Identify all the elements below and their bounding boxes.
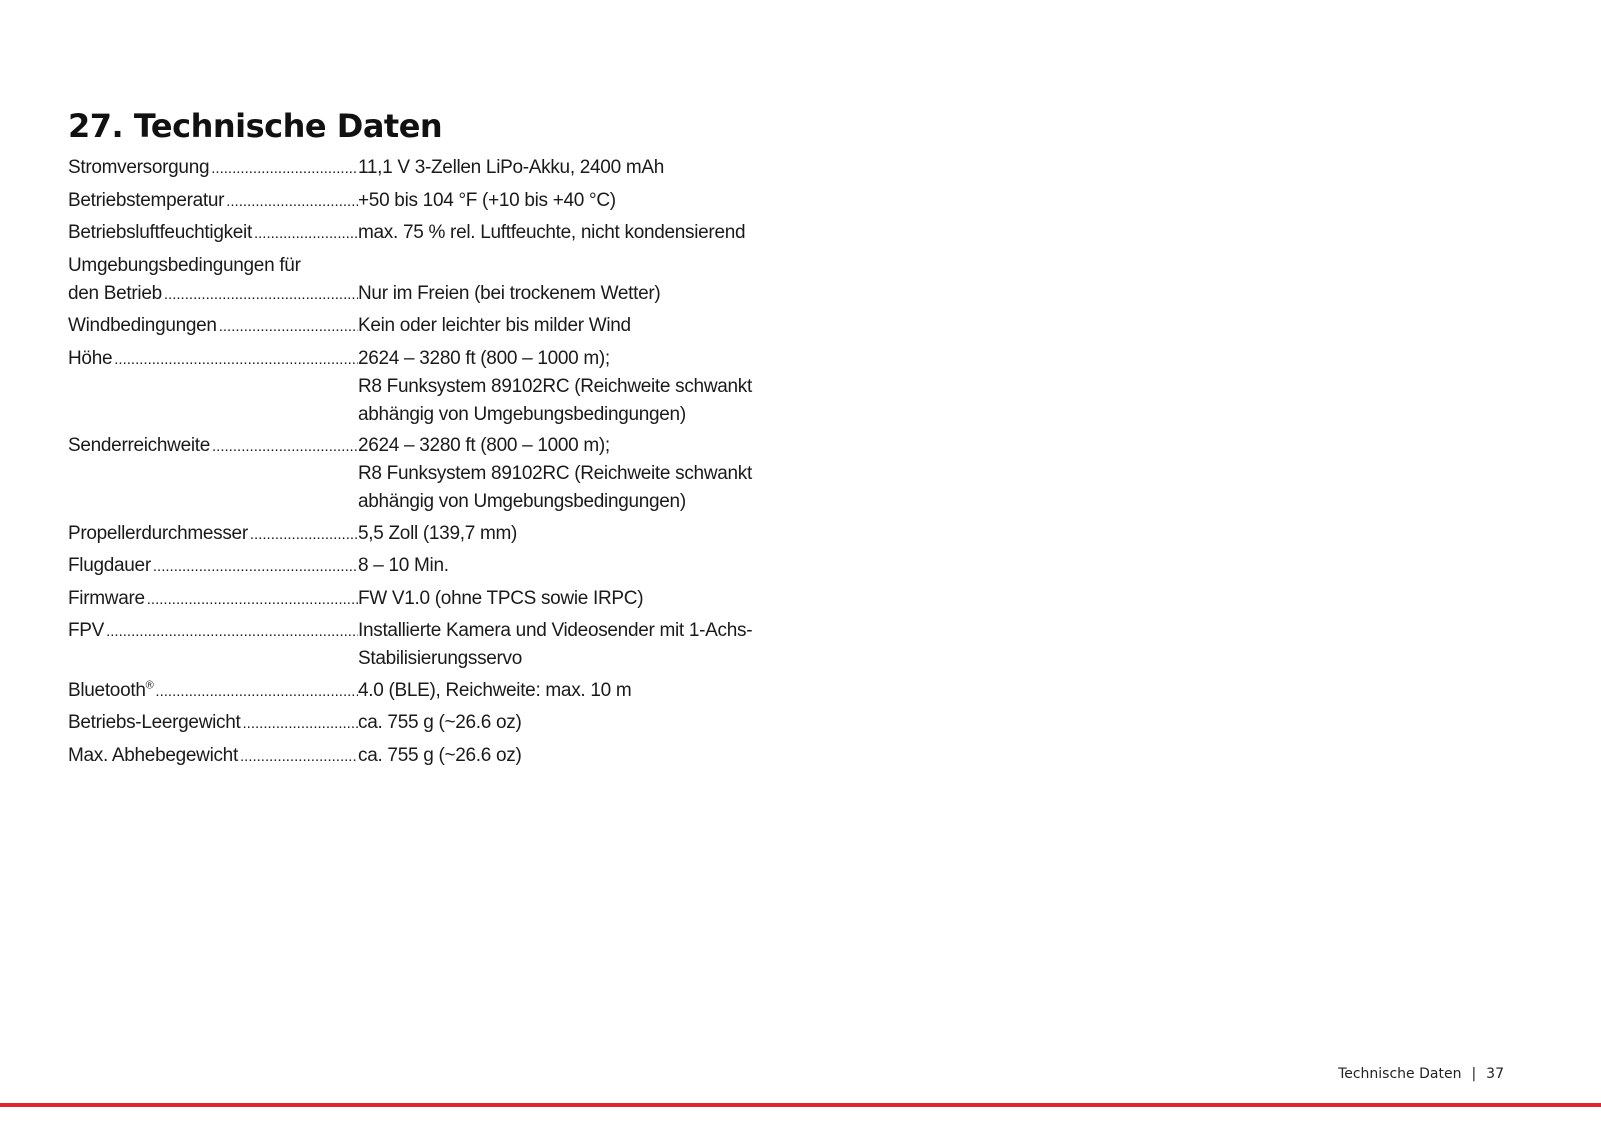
footer-section-title: Technische Daten (1338, 1066, 1462, 1082)
spec-row (68, 187, 768, 216)
spec-row (68, 742, 768, 771)
spec-row (68, 552, 768, 581)
spec-label-name: Windbedingungen (68, 315, 217, 336)
spec-value-line: 5,5 Zoll (139,7 mm) (358, 522, 518, 544)
spec-label-text (68, 742, 238, 770)
spec-label-name: Betriebs-Leergewicht (68, 712, 241, 733)
spec-label-text (68, 617, 104, 645)
spec-row (68, 252, 768, 309)
spec-row (68, 617, 768, 673)
spec-value (358, 617, 768, 673)
spec-label-text (68, 520, 248, 548)
spec-label-name: Max. Abhebegewicht (68, 744, 238, 766)
footer-separator: | (1471, 1066, 1477, 1082)
spec-label (68, 432, 358, 516)
spec-row (68, 219, 768, 248)
spec-label (68, 345, 358, 429)
spec-label-text (68, 585, 145, 613)
spec-row (68, 312, 768, 341)
spec-value-line: 11,1 V 3-Zellen LiPo-Akku, 2400 mAh (358, 157, 664, 178)
accent-bottom-line (0, 1103, 1601, 1107)
spec-row (68, 154, 768, 183)
spec-label-line: Umgebungsbedingungen für (68, 254, 301, 276)
spec-row (68, 520, 768, 549)
spec-label-name: Stromversorgung (68, 157, 210, 178)
page-number: 37 (1486, 1066, 1504, 1082)
spec-value (358, 252, 768, 309)
spec-label-name: Senderreichweite (68, 435, 211, 456)
spec-label-name: Bluetooth (68, 679, 146, 701)
dot-leader (212, 432, 358, 461)
spec-row (68, 585, 768, 614)
dot-leader (240, 742, 358, 771)
spec-label-text (68, 312, 217, 340)
spec-label (68, 742, 358, 771)
spec-label-text (68, 345, 112, 373)
spec-value-line: Nur im Freien (bei trockenem Wetter) (358, 282, 661, 304)
spec-value-line: 2624 – 3280 ft (800 – 1000 m); (358, 435, 610, 456)
dot-leader (254, 219, 358, 248)
spec-value-line: ca. 755 g (~26.6 oz) (358, 712, 522, 733)
spec-value-line: Stabilisierungsservo (358, 648, 523, 669)
spec-label-name: Flugdauer (68, 555, 151, 576)
spec-label-name: FPV (68, 620, 105, 641)
page-footer (1338, 1066, 1504, 1082)
spec-label-text (68, 432, 210, 460)
spec-value (358, 187, 768, 216)
spec-value (358, 219, 768, 248)
spec-label (68, 709, 358, 738)
spec-value-line: 4.0 (BLE), Reichweite: max. 10 m (358, 679, 632, 701)
dot-leader (250, 520, 358, 549)
spec-label (68, 187, 358, 216)
spec-value (358, 520, 768, 549)
spec-label-text (68, 552, 151, 580)
spec-label (68, 585, 358, 614)
spec-label (68, 617, 358, 673)
spec-label (68, 677, 358, 706)
spec-label (68, 252, 358, 309)
spec-value (358, 312, 768, 341)
spec-label-text (68, 280, 162, 308)
spec-value (358, 677, 768, 706)
spec-label-text (68, 709, 240, 737)
spec-value-line: R8 Funksystem 89102RC (Reichweite schwankt (358, 463, 752, 484)
spec-value (358, 709, 768, 738)
spec-label-name: Firmware (68, 587, 145, 609)
spec-label-text (68, 219, 252, 247)
spec-value-line: 8 – 10 Min. (358, 555, 449, 576)
page-title: 27. Technische Daten (68, 107, 443, 145)
spec-label (68, 520, 358, 549)
dot-leader (219, 312, 358, 341)
spec-label-name: Höhe (68, 347, 113, 369)
spec-value-line: abhängig von Umgebungsbedingungen) (358, 403, 686, 425)
spec-value (358, 585, 768, 614)
spec-value-line: Installierte Kamera und Videosender mit 1-Achs- (358, 620, 753, 641)
spec-label (68, 219, 358, 248)
spec-value-line: R8 Funksystem 89102RC (Reichweite schwankt (358, 375, 752, 397)
dot-leader (153, 552, 358, 581)
spec-row (68, 345, 768, 429)
dot-leader (242, 709, 358, 738)
spec-value-line: FW V1.0 (ohne TPCS sowie IRPC) (358, 587, 644, 609)
spec-value (358, 432, 768, 516)
spec-label (68, 312, 358, 341)
dot-leader (164, 280, 358, 309)
spec-value-line: 2624 – 3280 ft (800 – 1000 m); (358, 347, 610, 369)
spec-label-name: Betriebsluftfeuchtigkeit (68, 222, 252, 243)
spec-value (358, 345, 768, 429)
spec-value-line: abhängig von Umgebungsbedingungen) (358, 491, 686, 512)
dot-leader (114, 345, 358, 374)
spec-value (358, 552, 768, 581)
spec-label-name: den Betrieb (68, 282, 162, 304)
dot-leader (226, 187, 358, 216)
spec-label-name: Betriebstemperatur (68, 189, 225, 211)
spec-row (68, 677, 768, 706)
spec-value (358, 154, 768, 183)
spec-row (68, 709, 768, 738)
dot-leader (147, 585, 358, 614)
dot-leader (211, 154, 358, 183)
dot-leader (155, 677, 358, 706)
spec-value-line: max. 75 % rel. Luftfeuchte, nicht kondensierend (358, 222, 746, 243)
spec-value (358, 742, 768, 771)
spec-label (68, 552, 358, 581)
spec-row (68, 432, 768, 516)
dot-leader (106, 617, 358, 646)
spec-label (68, 154, 358, 183)
spec-label-text (68, 154, 209, 182)
spec-label-name: Propellerdurchmesser (68, 522, 248, 544)
spec-label-text (68, 187, 224, 215)
spec-value-line: Kein oder leichter bis milder Wind (358, 315, 631, 336)
spec-label-text (68, 677, 153, 705)
spec-value-line: +50 bis 104 °F (+10 bis +40 °C) (358, 189, 616, 211)
spec-value-line: ca. 755 g (~26.6 oz) (358, 744, 522, 766)
spec-list (68, 154, 768, 774)
registered-mark: ® (145, 679, 154, 692)
